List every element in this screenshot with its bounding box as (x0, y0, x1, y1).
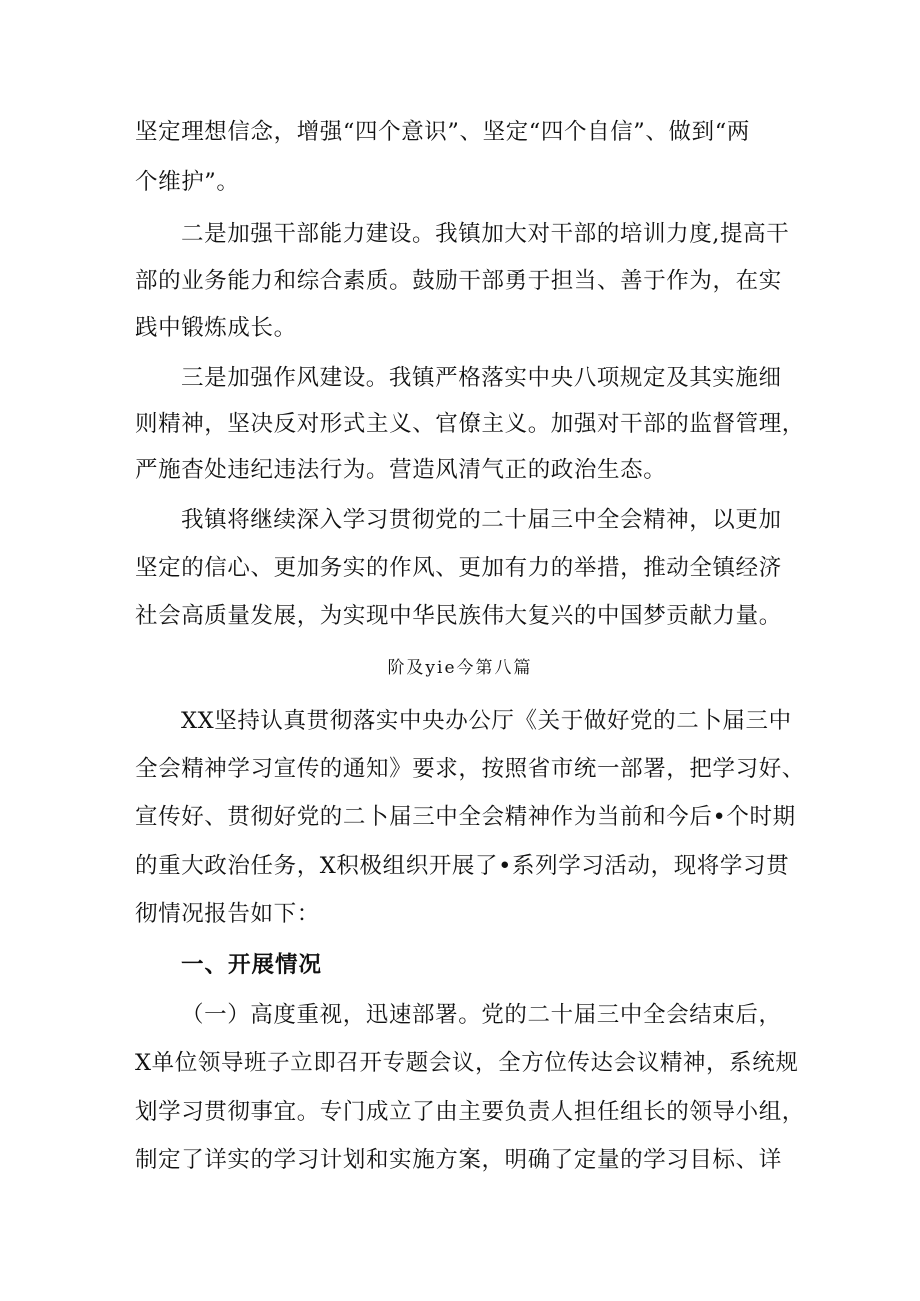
paragraph-3-line-3: 严施杳处违纪违法行为。营造风清气正的政治生态。 (135, 457, 667, 483)
paragraph-4-line-2: 坚定的信心、更加务实的作风、更加有力的举措，推动全镇经济 (135, 555, 782, 581)
paragraph-4-line-1: 我镇将继续深入学习贯彻党的二十届三中全会精神，以更加 (181, 507, 782, 533)
paragraph-3-line-2: 则精神，坚决反对形式主义、官僚主义。加强对干部的监督管理， (135, 411, 805, 437)
paragraph-1-line-1: 坚定理想信念，增强“四个意识”、坚定“四个自信”、做到“两 (135, 119, 750, 145)
paragraph-6-line-1: （一）高度重视，迅速部署。党的二十届三中全会结束后， (181, 1002, 782, 1028)
paragraph-5-line-1: XX坚持认真贯彻落实中央办公厅《关于做好党的二卜届三中 (181, 708, 792, 734)
paragraph-2-line-1: 二是加强干部能力建设。我镇加大对干部的培训力度,提高干 (181, 221, 790, 247)
paragraph-2-line-2: 部的业务能力和综合素质。鼓励干部勇于担当、善于作为，在实 (135, 268, 782, 294)
paragraph-5-line-2: 全会精神学习宣传的通知》要求，按照省市统一部署，把学习好、 (135, 756, 805, 782)
paragraph-5-line-3: 宣传好、贯彻好党的二卜届三中全会精神作为当前和今后•个时期 (135, 804, 796, 830)
paragraph-6-line-3: 划学习贯彻事宜。专门成立了由主要负责人担任组长的领导小组， (135, 1099, 805, 1125)
paragraph-1-line-2: 个维护”。 (135, 169, 240, 195)
paragraph-5-line-4: 的重大政治任务，X积极组织开展了•系列学习活动，现将学习贯 (135, 853, 790, 879)
paragraph-6-line-4: 制定了详实的学习计划和实施方案，明确了定量的学习目标、详 (135, 1147, 782, 1173)
paragraph-2-line-3: 践中锻炼成长。 (135, 315, 297, 341)
paragraph-5-line-5: 彻情况报告如下： (135, 901, 320, 927)
heading-1: 一、开展情况 (181, 952, 323, 978)
section-title: 阶及yie今第八篇 (387, 658, 533, 678)
paragraph-3-line-1: 三是加强作风建设。我镇严格落实中央八项规定及其实施细 (181, 365, 782, 391)
paragraph-6-line-2: X单位领导班子立即召开专题会议，全方位传达会议精神，系统规 (135, 1050, 799, 1076)
paragraph-4-line-3: 社会高质量发展，为实现中华民族伟大复兴的中国梦贡献力量。 (135, 603, 782, 629)
